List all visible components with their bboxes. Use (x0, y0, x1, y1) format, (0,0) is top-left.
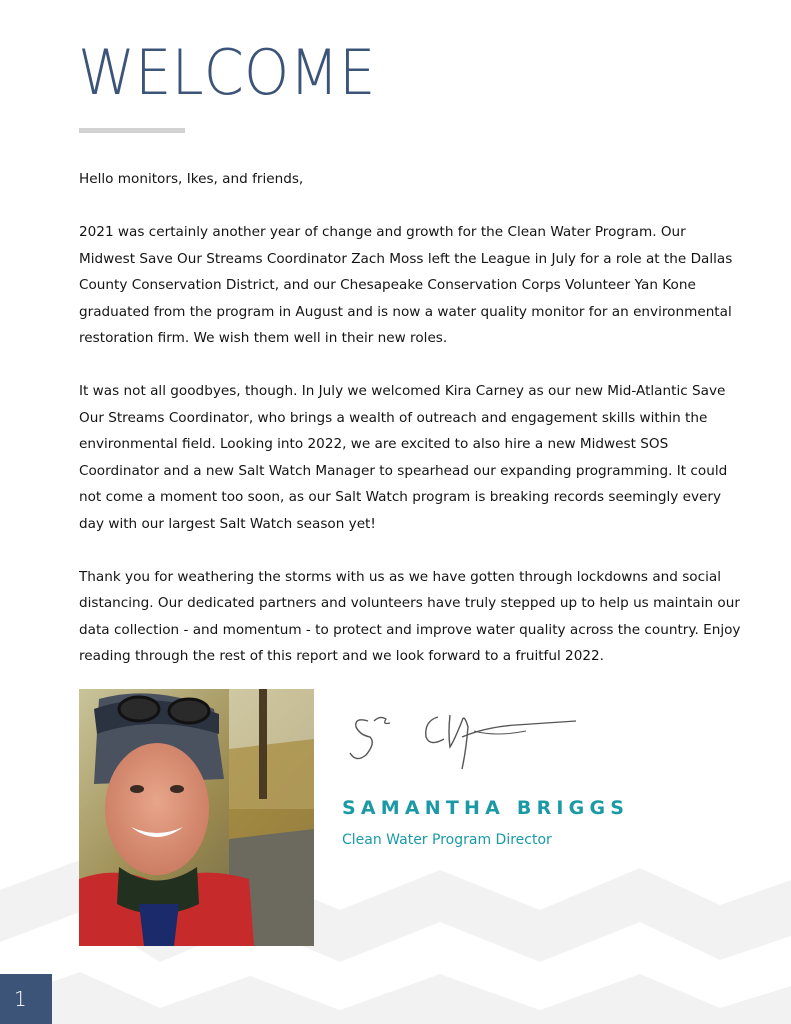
signatory-name: SAMANTHA BRIGGS (342, 797, 630, 819)
signature (346, 703, 582, 771)
title-divider (79, 128, 185, 133)
welcome-letter (79, 166, 745, 696)
director-photo (79, 689, 314, 946)
letter-paragraph: It was not all goodbyes, though. In July we welcomed Kira Carney as our new Mid-Atlantic Save Our Streams Coordinator, who brings a wealth of outreach and engagement skills within the environmental field. Looking into 2022, we are excited to also hire a new Midwest SOS Coordinator and a new Salt Watch Manager to spearhead our expanding programming. It could not come a moment too soon, as our Salt Watch program is breaking records seemingly every day with our largest Salt Watch season yet! (79, 383, 728, 532)
page-number: 1 (0, 974, 52, 1024)
page-title: WELCOME (78, 36, 376, 109)
letter-greeting: Hello monitors, Ikes, and friends, (79, 171, 304, 187)
signatory-role: Clean Water Program Director (342, 832, 552, 848)
letter-paragraph: Thank you for weathering the storms with us as we have gotten through lockdowns and social distancing. Our dedicated partners and volunteers have truly stepped up to help us maintain our data collection - and momentum - to protect and improve water quality across the country. Enjoy reading through the rest of this report and we look forward to a fruitful 2022. (79, 568, 741, 664)
letter-paragraph: 2021 was certainly another year of change and growth for the Clean Water Program. Our Midwest Save Our Streams Coordinator Zach Moss left the League in July for a role at the Dallas County Conservation District, and our Chesapeake Conservation Corps Volunteer Yan Kone graduated from the program in August and is now a water quality monitor for an environmental restoration firm. We wish them well in their new roles. (79, 224, 733, 346)
